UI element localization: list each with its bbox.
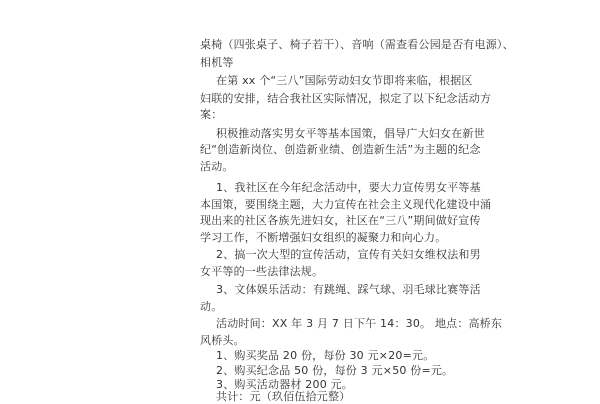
text-line: 1、购买奖品 20 份，每份 30 元×20=元。 xyxy=(216,349,435,362)
text-line: 动。 xyxy=(200,300,223,313)
text-line: 学习工作，不断增强妇女组织的凝聚力和向心力。 xyxy=(200,231,447,244)
text-line: 活动。 xyxy=(200,160,234,173)
text-line: 2、购买纪念品 50 份，每份 3 元×50 份=元。 xyxy=(216,364,454,377)
text-line: 妇联的安排，结合我社区实际情况，拟定了以下纪念活动方 xyxy=(200,92,492,105)
text-line: 桌椅（四张桌子、椅子若干）、音响（需查看公园是否有电源）、 xyxy=(200,38,514,51)
text-line: 共计：元（玖佰伍拾元整） xyxy=(216,390,351,403)
text-line: 相机等 xyxy=(200,56,234,69)
text-line: 3、文体娱乐活动：有跳绳、踩气球、羽毛球比赛等活 xyxy=(216,283,481,296)
text-line: 活动时间：XX 年 3 月 7 日下午 14：30。 地点：高桥东 xyxy=(216,317,503,330)
text-line: 现出来的社区各族先进妇女，社区在“三八”期间做好宣传 xyxy=(200,214,481,227)
text-line: 案： xyxy=(200,108,223,121)
text-line: 纪“创造新岗位、创造新业绩、创造新生活”为主题的纪念 xyxy=(200,143,481,156)
text-line: 在第 xx 个“三八”国际劳动妇女节即将来临，根据区 xyxy=(216,74,473,87)
text-line: 2、搞一次大型的宣传活动，宣传有关妇女维权法和男 xyxy=(216,248,481,261)
text-line: 3、购买活动器材 200 元。 xyxy=(216,378,353,391)
text-line: 女平等的一些法律法规。 xyxy=(200,265,324,278)
text-line: 1、我社区在今年纪念活动中，要大力宣传男女平等基 xyxy=(216,181,481,194)
text-line: 风桥头。 xyxy=(200,334,245,347)
text-line: 本国策，要围绕主题，大力宣传在社会主义现代化建设中涌 xyxy=(200,198,492,211)
text-line: 积极推动落实男女平等基本国策，倡导广大妇女在新世 xyxy=(216,127,485,140)
